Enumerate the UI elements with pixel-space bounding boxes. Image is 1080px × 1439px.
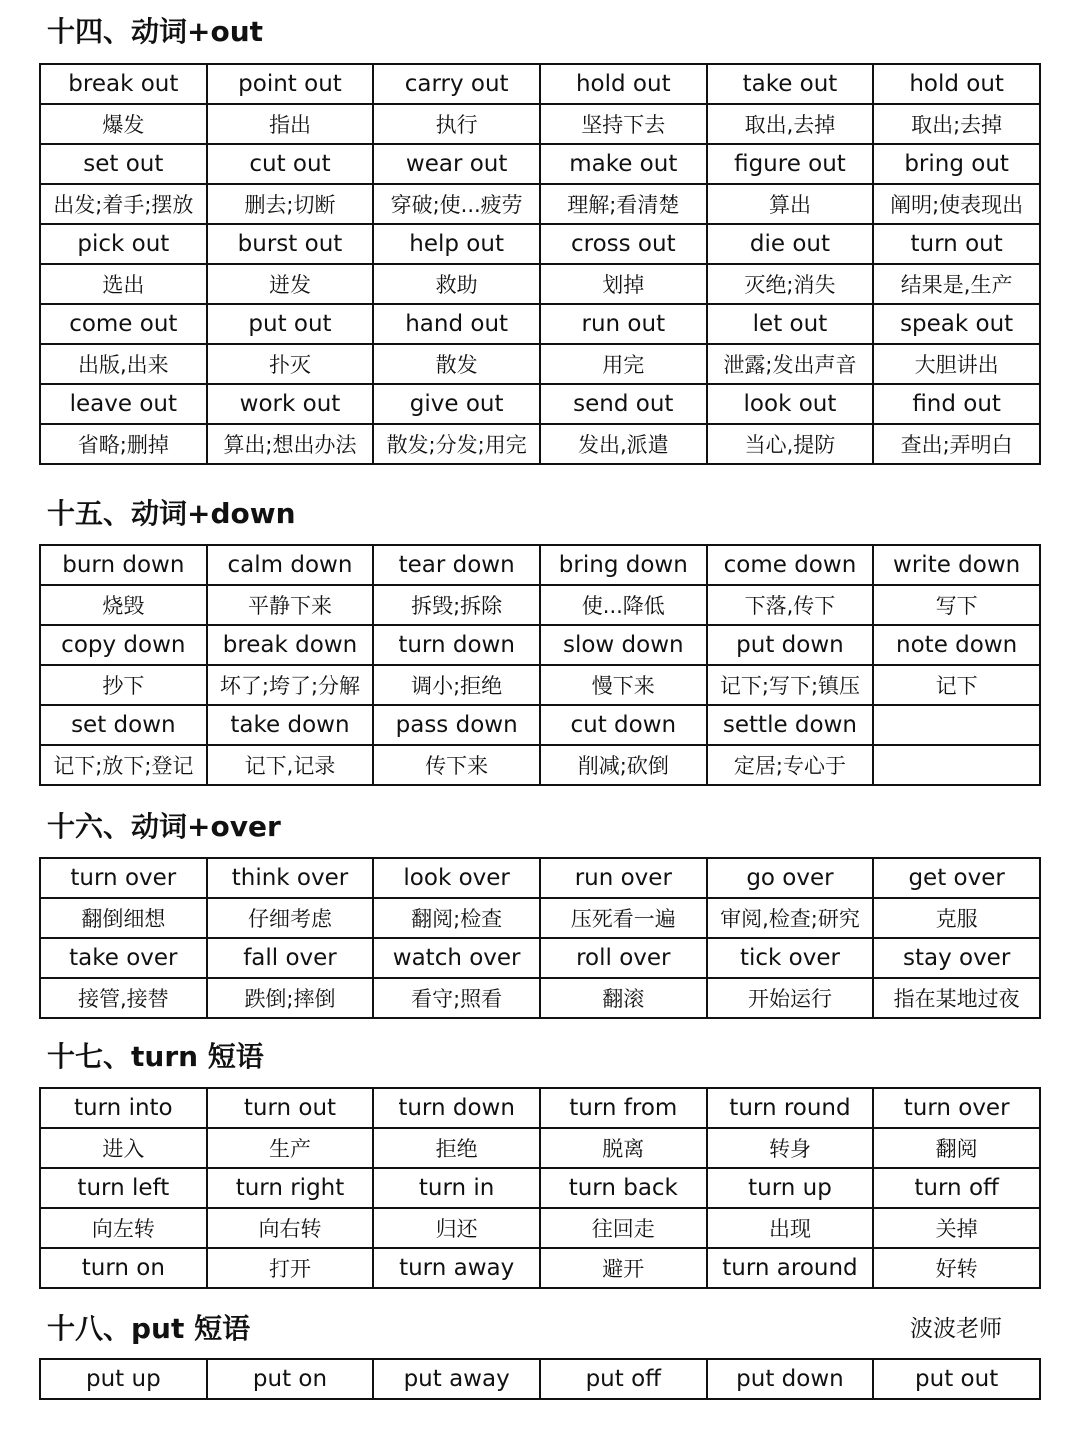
phrase-cell: roll over <box>540 938 707 978</box>
phrase-cell: come out <box>40 304 207 344</box>
phrase-cell: take down <box>207 705 374 745</box>
meaning-cell: 散发;分发;用完 <box>373 424 540 464</box>
phrase-cell: turn down <box>373 1088 540 1128</box>
meaning-cell: 结果是,生产 <box>873 264 1040 304</box>
phrase-cell: put up <box>40 1359 207 1399</box>
meaning-cell: 指在某地过夜 <box>873 978 1040 1018</box>
phrase-cell: burn down <box>40 545 207 585</box>
table-row <box>40 1128 1040 1168</box>
meaning-cell: 出发;着手;摆放 <box>40 184 207 224</box>
phrase-cell: send out <box>540 384 707 424</box>
meaning-cell: 发出,派遣 <box>540 424 707 464</box>
phrase-cell: put off <box>540 1359 707 1399</box>
meaning-cell: 拆毁;拆除 <box>373 585 540 625</box>
phrase-cell: look over <box>373 858 540 898</box>
phrase-cell: turn out <box>873 224 1040 264</box>
phrase-cell: help out <box>373 224 540 264</box>
phrase-cell: speak out <box>873 304 1040 344</box>
phrase-cell: turn from <box>540 1088 707 1128</box>
phrase-cell: go over <box>707 858 874 898</box>
meaning-cell: 选出 <box>40 264 207 304</box>
meaning-cell: 往回走 <box>540 1208 707 1248</box>
table-row <box>40 898 1040 938</box>
table-row <box>40 184 1040 224</box>
table-row <box>40 344 1040 384</box>
table-verb-out <box>39 63 1041 465</box>
phrase-cell: turn left <box>40 1168 207 1208</box>
meaning-cell: 关掉 <box>873 1208 1040 1248</box>
meaning-cell: 算出 <box>707 184 874 224</box>
phrase-cell: take over <box>40 938 207 978</box>
meaning-cell: 救助 <box>373 264 540 304</box>
meaning-cell: 下落,传下 <box>707 585 874 625</box>
phrase-cell: wear out <box>373 144 540 184</box>
meaning-cell: 灭绝;消失 <box>707 264 874 304</box>
phrase-cell: figure out <box>707 144 874 184</box>
table-row <box>40 1088 1040 1128</box>
table-row <box>40 938 1040 978</box>
phrase-cell: pick out <box>40 224 207 264</box>
table-row <box>40 978 1040 1018</box>
meaning-cell: 查出;弄明白 <box>873 424 1040 464</box>
meaning-cell: 阐明;使表现出 <box>873 184 1040 224</box>
meaning-cell: 泄露;发出声音 <box>707 344 874 384</box>
meaning-cell: 翻阅;检查 <box>373 898 540 938</box>
phrase-cell: turn up <box>707 1168 874 1208</box>
phrase-cell: stay over <box>873 938 1040 978</box>
phrase-cell: break out <box>40 64 207 104</box>
phrase-cell: think over <box>207 858 374 898</box>
meaning-cell: 翻滚 <box>540 978 707 1018</box>
phrase-cell: give out <box>373 384 540 424</box>
meaning-cell: 定居;专心于 <box>707 745 874 785</box>
meaning-cell: 克服 <box>873 898 1040 938</box>
meaning-cell: 向右转 <box>207 1208 374 1248</box>
table-row <box>40 545 1040 585</box>
table-row <box>40 705 1040 745</box>
phrase-cell: turn right <box>207 1168 374 1208</box>
author-signature: 波波老师 <box>910 1316 1002 1342</box>
meaning-cell: 审阅,检查;研究 <box>707 898 874 938</box>
phrase-cell: get over <box>873 858 1040 898</box>
phrase-cell: write down <box>873 545 1040 585</box>
phrase-cell: turn over <box>40 858 207 898</box>
phrase-cell: look out <box>707 384 874 424</box>
meaning-cell: 使...降低 <box>540 585 707 625</box>
meaning-cell: 理解;看清楚 <box>540 184 707 224</box>
phrase-cell: leave out <box>40 384 207 424</box>
meaning-cell: 执行 <box>373 104 540 144</box>
meaning-cell: 记下;放下;登记 <box>40 745 207 785</box>
phrase-cell: point out <box>207 64 374 104</box>
phrase-cell: turn over <box>873 1088 1040 1128</box>
meaning-cell: 抄下 <box>40 665 207 705</box>
phrase-cell: find out <box>873 384 1040 424</box>
table-turn-phrases <box>39 1087 1041 1289</box>
meaning-cell: 平静下来 <box>207 585 374 625</box>
phrase-cell: come down <box>707 545 874 585</box>
table-row <box>40 1208 1040 1248</box>
section-heading-over: 十六、动词+over <box>47 810 281 843</box>
table-row <box>40 224 1040 264</box>
phrase-cell: cross out <box>540 224 707 264</box>
phrase-cell: put down <box>707 1359 874 1399</box>
phrase-cell: tear down <box>373 545 540 585</box>
meaning-cell: 看守;照看 <box>373 978 540 1018</box>
table-row <box>40 1168 1040 1208</box>
meaning-cell: 烧毁 <box>40 585 207 625</box>
meaning-cell: 记下,记录 <box>207 745 374 785</box>
phrase-cell: turn off <box>873 1168 1040 1208</box>
table-row <box>40 665 1040 705</box>
meaning-cell: 仔细考虑 <box>207 898 374 938</box>
meaning-cell: 进入 <box>40 1128 207 1168</box>
phrase-cell: bring down <box>540 545 707 585</box>
table-row <box>40 585 1040 625</box>
meaning-cell: 扑灭 <box>207 344 374 384</box>
phrase-cell: work out <box>207 384 374 424</box>
phrase-cell: take out <box>707 64 874 104</box>
meaning-cell: 取出;去掉 <box>873 104 1040 144</box>
meaning-cell: 指出 <box>207 104 374 144</box>
meaning-cell: 爆发 <box>40 104 207 144</box>
phrase-cell: carry out <box>373 64 540 104</box>
phrase-cell: set out <box>40 144 207 184</box>
phrase-cell: let out <box>707 304 874 344</box>
meaning-cell: 出现 <box>707 1208 874 1248</box>
phrase-cell: hand out <box>373 304 540 344</box>
meaning-cell: 打开 <box>207 1248 374 1288</box>
phrase-cell: put away <box>373 1359 540 1399</box>
meaning-cell: 省略;删掉 <box>40 424 207 464</box>
section-heading-turn: 十七、turn 短语 <box>47 1040 264 1073</box>
phrase-cell: hold out <box>540 64 707 104</box>
phrase-cell: put down <box>707 625 874 665</box>
meaning-cell: 好转 <box>873 1248 1040 1288</box>
meaning-cell: 传下来 <box>373 745 540 785</box>
phrase-cell: make out <box>540 144 707 184</box>
meaning-cell: 迸发 <box>207 264 374 304</box>
phrase-cell: tick over <box>707 938 874 978</box>
phrase-cell: set down <box>40 705 207 745</box>
phrase-cell: bring out <box>873 144 1040 184</box>
phrase-cell: cut out <box>207 144 374 184</box>
meaning-cell: 翻倒细想 <box>40 898 207 938</box>
phrase-cell: hold out <box>873 64 1040 104</box>
table-row <box>40 745 1040 785</box>
table-row <box>40 424 1040 464</box>
meaning-cell: 翻阅 <box>873 1128 1040 1168</box>
phrase-cell: turn away <box>373 1248 540 1288</box>
phrase-cell <box>873 705 1040 745</box>
phrase-cell: burst out <box>207 224 374 264</box>
table-verb-over <box>39 857 1041 1019</box>
table-row <box>40 1248 1040 1288</box>
table-row <box>40 264 1040 304</box>
phrase-cell: die out <box>707 224 874 264</box>
table-row <box>40 304 1040 344</box>
meaning-cell: 向左转 <box>40 1208 207 1248</box>
table-row <box>40 1359 1040 1399</box>
table-row <box>40 64 1040 104</box>
phrase-cell: put out <box>207 304 374 344</box>
meaning-cell: 生产 <box>207 1128 374 1168</box>
meaning-cell: 写下 <box>873 585 1040 625</box>
meaning-cell: 归还 <box>373 1208 540 1248</box>
meaning-cell: 出版,出来 <box>40 344 207 384</box>
meaning-cell: 拒绝 <box>373 1128 540 1168</box>
meaning-cell: 大胆讲出 <box>873 344 1040 384</box>
phrase-cell: run over <box>540 858 707 898</box>
phrase-cell: turn back <box>540 1168 707 1208</box>
phrase-cell: slow down <box>540 625 707 665</box>
meaning-cell: 开始运行 <box>707 978 874 1018</box>
meaning-cell <box>873 745 1040 785</box>
phrase-cell: note down <box>873 625 1040 665</box>
meaning-cell: 删去;切断 <box>207 184 374 224</box>
phrase-cell: turn out <box>207 1088 374 1128</box>
meaning-cell: 坚持下去 <box>540 104 707 144</box>
phrase-cell: watch over <box>373 938 540 978</box>
meaning-cell: 记下;写下;镇压 <box>707 665 874 705</box>
meaning-cell: 散发 <box>373 344 540 384</box>
meaning-cell: 坏了;垮了;分解 <box>207 665 374 705</box>
meaning-cell: 划掉 <box>540 264 707 304</box>
table-row <box>40 858 1040 898</box>
phrase-cell: put out <box>873 1359 1040 1399</box>
meaning-cell: 算出;想出办法 <box>207 424 374 464</box>
meaning-cell: 取出,去掉 <box>707 104 874 144</box>
meaning-cell: 穿破;使...疲劳 <box>373 184 540 224</box>
meaning-cell: 记下 <box>873 665 1040 705</box>
section-heading-out: 十四、动词+out <box>47 15 264 48</box>
meaning-cell: 接管,接替 <box>40 978 207 1018</box>
table-row <box>40 104 1040 144</box>
phrase-cell: turn on <box>40 1248 207 1288</box>
phrase-cell: turn into <box>40 1088 207 1128</box>
phrase-cell: turn round <box>707 1088 874 1128</box>
phrase-cell: settle down <box>707 705 874 745</box>
meaning-cell: 脱离 <box>540 1128 707 1168</box>
section-heading-put: 十八、put 短语 <box>47 1312 251 1345</box>
table-verb-down <box>39 544 1041 786</box>
meaning-cell: 调小;拒绝 <box>373 665 540 705</box>
phrase-cell: copy down <box>40 625 207 665</box>
meaning-cell: 慢下来 <box>540 665 707 705</box>
phrase-cell: break down <box>207 625 374 665</box>
table-row <box>40 144 1040 184</box>
meaning-cell: 压死看一遍 <box>540 898 707 938</box>
meaning-cell: 当心,提防 <box>707 424 874 464</box>
phrase-cell: fall over <box>207 938 374 978</box>
meaning-cell: 避开 <box>540 1248 707 1288</box>
meaning-cell: 削减;砍倒 <box>540 745 707 785</box>
section-heading-down: 十五、动词+down <box>47 497 296 530</box>
phrase-cell: turn in <box>373 1168 540 1208</box>
phrase-cell: put on <box>207 1359 374 1399</box>
phrase-cell: run out <box>540 304 707 344</box>
phrase-cell: cut down <box>540 705 707 745</box>
phrase-cell: turn down <box>373 625 540 665</box>
table-row <box>40 625 1040 665</box>
meaning-cell: 跌倒;摔倒 <box>207 978 374 1018</box>
phrase-cell: calm down <box>207 545 374 585</box>
phrase-cell: turn around <box>707 1248 874 1288</box>
table-row <box>40 384 1040 424</box>
table-put-phrases <box>39 1358 1041 1400</box>
phrase-cell: pass down <box>373 705 540 745</box>
meaning-cell: 用完 <box>540 344 707 384</box>
meaning-cell: 转身 <box>707 1128 874 1168</box>
